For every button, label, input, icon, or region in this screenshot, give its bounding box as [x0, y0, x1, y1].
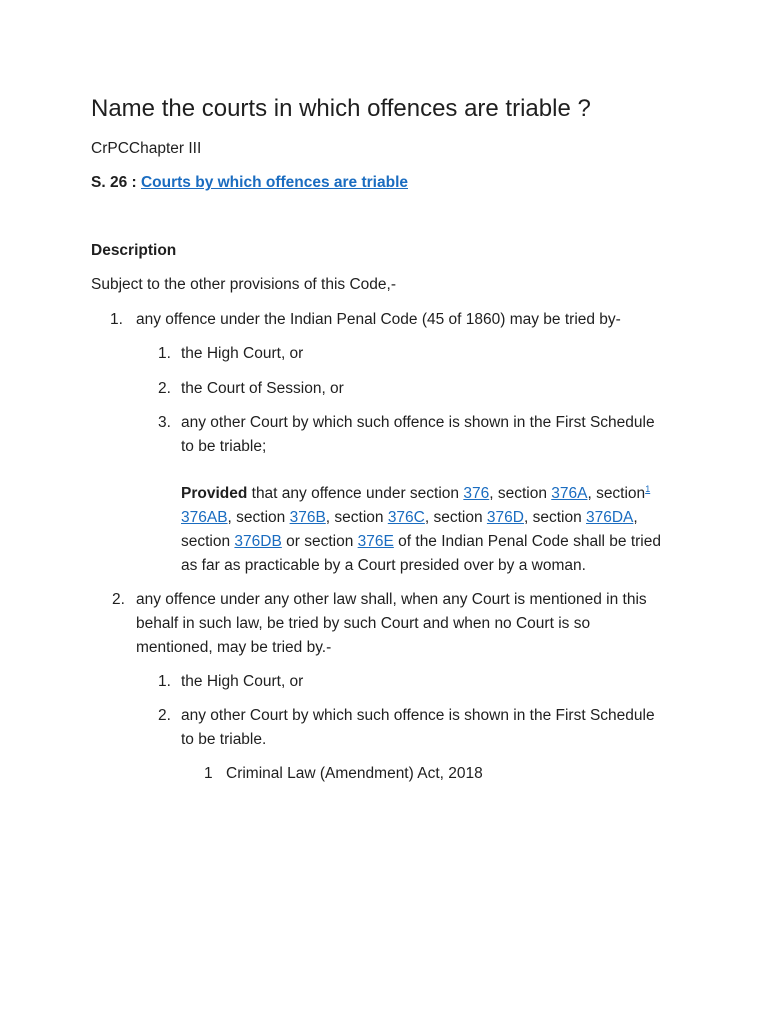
footnote-text: Criminal Law (Amendment) Act, 2018 [226, 765, 483, 782]
list-item-text-line3: mentioned, may be tried by.- [136, 639, 332, 656]
proviso-text: of the Indian Penal Code shall be tried [393, 533, 661, 550]
sub-item-text-line1: any other Court by which such offence is shown in the First Schedule [181, 707, 655, 724]
proviso-text: , [633, 509, 638, 526]
proviso-text: , section [424, 509, 487, 526]
list-item-number: 1. [110, 311, 123, 328]
link-376c[interactable]: 376C [387, 509, 425, 526]
list-item-number: 2. [112, 591, 125, 608]
proviso-text: section [181, 533, 235, 550]
sub-item-number: 2. [158, 380, 171, 397]
link-376ab[interactable]: 376AB [181, 509, 228, 526]
link-376db[interactable]: 376DB [234, 533, 282, 550]
link-376b[interactable]: 376B [289, 509, 326, 526]
chapter-label: CrPCChapter III [91, 140, 202, 157]
proviso-line2 [181, 506, 638, 530]
footnote-number: 1 [204, 765, 213, 782]
sub-item-text: the High Court, or [181, 345, 304, 362]
sub-item-number: 2. [158, 707, 171, 724]
proviso-text: , section [227, 509, 290, 526]
link-376[interactable]: 376 [463, 485, 490, 502]
link-376a[interactable]: 376A [551, 485, 588, 502]
sub-item-text: the High Court, or [181, 673, 304, 690]
section-link[interactable]: Courts by which offences are triable [140, 174, 408, 191]
proviso-line3 [181, 530, 661, 554]
proviso-text: , section [587, 485, 646, 502]
sub-item-text-line2: to be triable; [181, 438, 267, 455]
list-item-text-line1: any offence under any other law shall, when any Court is mentioned in this [136, 591, 647, 608]
sub-item-text-line2: to be triable. [181, 731, 267, 748]
sub-item-number: 3. [158, 414, 171, 431]
proviso-line1 [181, 482, 650, 506]
proviso-text: , section [489, 485, 552, 502]
link-376e[interactable]: 376E [357, 533, 394, 550]
list-item-text-line2: behalf in such law, be tried by such Court and when no Court is so [136, 615, 591, 632]
list-item-text: any offence under the Indian Penal Code (45 of 1860) may be tried by- [136, 311, 621, 328]
sub-item-number: 1. [158, 345, 171, 362]
sub-item-number: 1. [158, 673, 171, 690]
footnote-ref[interactable]: 1 [645, 483, 651, 494]
page-title: Name the courts in which offences are triable ? [91, 95, 591, 122]
proviso-text: , section [325, 509, 388, 526]
proviso-bold: Provided [181, 485, 248, 502]
description-heading: Description [91, 242, 177, 259]
sub-item-text-line1: any other Court by which such offence is shown in the First Schedule [181, 414, 655, 431]
intro-text: Subject to the other provisions of this Code,- [91, 276, 396, 293]
proviso-text: , section [523, 509, 586, 526]
link-376da[interactable]: 376DA [586, 509, 634, 526]
proviso-line4: as far as practicable by a Court presided over by a woman. [181, 557, 586, 574]
link-376d[interactable]: 376D [486, 509, 524, 526]
section-prefix: S. 26 : [91, 174, 137, 191]
proviso-text: that any offence under section [247, 485, 464, 502]
section-heading [91, 171, 408, 195]
proviso-text: or section [281, 533, 358, 550]
sub-item-text: the Court of Session, or [181, 380, 344, 397]
